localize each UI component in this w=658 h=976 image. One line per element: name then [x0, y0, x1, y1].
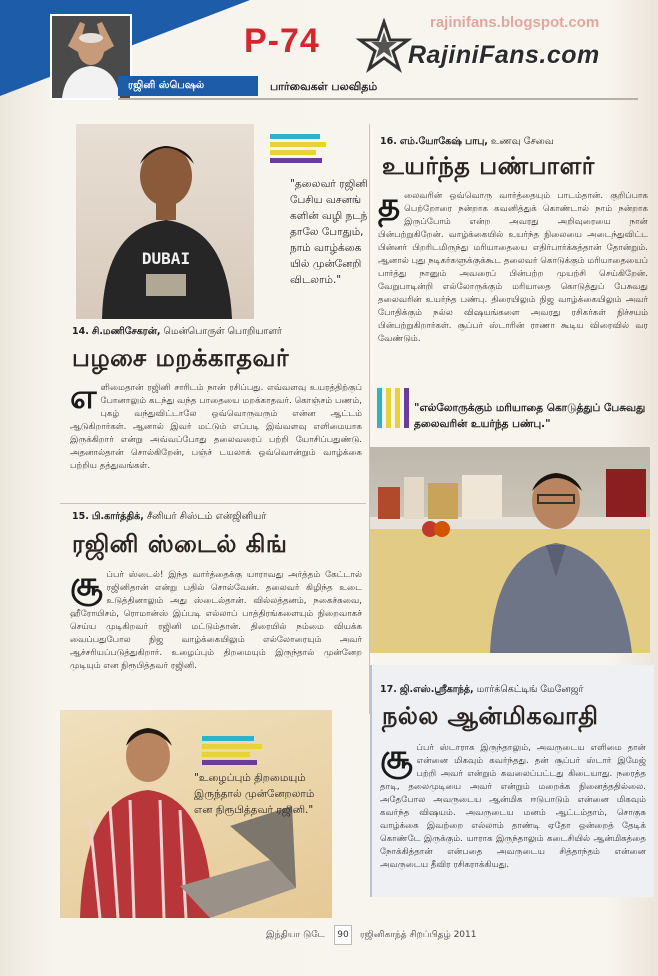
body-text: ப்பர் ஸ்டாராக இருந்தாலும், அவருடைய எளிமை தான் என்னை மிகவும் கவர்ந்தது. தன் சூப்பர் ஸ்டார் இமேஜ் பற்றி அவர் என்றும் கவலைப்பட்டது கிடையாது. நரைத்த தாடி, தலைமுடியை அவர் என்றும் மறைக்க நினைத்ததில்லை. அதேபோல அவருடைய ஆன்மிக ஈடுபாடும் என்னை மிகவும் கவர்ந்த விஷயம். அவருடைய மனம் ஆட்டம்தாம், சொகுசு வாழ்க்கை இவற்றை எல்லாம் தாண்டி ஏதோ ஒன்றைத் தேடிக் கொண்டே இருக்கும். யாராக இருந்தாலும் கடைசியில் ஆன்மிகத்தை நோக்கித்தான் என்பதை அவருடைய சித்தாந்தம் என்னை அவருடைய தீவிர ரசிகராக்கியது.: [380, 743, 646, 870]
dropcap: எ: [70, 377, 97, 417]
article-body-15: [70, 564, 362, 673]
byline-14: [72, 326, 282, 338]
article-heading-15: ரஜினி ஸ்டைல் கிங்: [72, 530, 288, 558]
byline-15: [72, 511, 266, 523]
byline-name: எம்.யோகேஷ் பாபு,: [399, 136, 488, 147]
byline-number: 15.: [72, 511, 89, 522]
byline-number: 17.: [380, 684, 397, 695]
footer-page-number: 90: [334, 925, 352, 945]
section-subtitle: பார்வைகள் பலவிதம்: [270, 80, 378, 93]
body-text: ளிமைதான் ரஜினி சாரிடம் நான் ரசிப்பது. எவ்வளவு உயரத்திற்குப் போனாலும் கடந்து வந்த பாதையை மறக்காதவர். கொஞ்சம் பணம், புகழ் வந்துவிட்டாலே ஒவ்வொருவரும் என்ன ஆட்டம் ஆடுகிறார்கள். ஆனால் இவர் மட்டும் எப்படி இவ்வளவு எளிமையாக இருக்கிறார் என்று அவ்வப்போது தலைவரைப் பற்றி யோசிப்பதுண்டு. அதனால்தான் சொல்கிறேன், பஞ்ச் டயலாக் ஒவ்வொன்றும் வாழ்க்கை பற்றிய தத்துவங்கள்.: [70, 383, 362, 471]
body-text: ப்பர் ஸ்டைல்! இந்த வார்த்தைக்கு யாராவது அர்த்தம் கேட்டால் ரஜினிதான் என்று பதில் சொல்வேன். தலைவர் கிழிந்த உடை உடுத்தினாலும் அது ஸ்டைல்தான். வில்லத்தனம், நகைச்சுவை, ஹீரோயிசம், ரொமான்ஸ் இப்படி எல்லாப் பாத்திரங்களையும் நிறைவாகச் செய்ய முடிகிறவர் ரஜினி மட்டும்தான். திரையில் நம்மை வியக்க வைப்பதுபோல நிஜ வாழ்க்கையிலும் எல்லோரையும் அவர் ஆச்சரியப்படுத்துகிறார். உழைப்பும் திறமையும் இருந்தால் முன்னேற முடியும் என நிரூபித்தவர் ரஜினி.: [70, 570, 362, 671]
byline-17: [380, 684, 584, 696]
byline-role: மார்க்கெட்டிங் மேனேஜர்: [476, 684, 584, 695]
article-heading-16: உயர்ந்த பண்பாளர்: [382, 152, 595, 180]
photo-yogesh: [370, 447, 650, 653]
byline-16: [380, 136, 554, 148]
site-watermark: rajinifans.blogspot.com: [430, 14, 600, 31]
footer-magazine-name: இந்தியா டுடே: [266, 930, 325, 940]
pull-quote-16: "எல்லோருக்கும் மரியாதை கொடுத்துப் பேசுவது தலைவரின் உயர்ந்த பண்பு.": [414, 402, 646, 430]
byline-number: 16.: [380, 136, 397, 147]
header-rule: [118, 98, 638, 100]
star-logo-icon: [356, 18, 412, 74]
accent-stripes: [270, 134, 326, 166]
dropcap: சூ: [380, 737, 413, 777]
body-text: லைவரின் ஒவ்வொரு வார்த்தையும் பாடம்தான். குறிப்பாக பெற்றோரை நன்றாக கவனித்துக் கொண்டால் நாம் நன்றாக இருப்போம் என்ற அவரது அறிவுரையை நான் பின்பற்றுகிறேன். வாழ்க்கையில் உயர்ந்த நிலையை அடைந்துவிட்ட பின்னர் பிறரிடமிருந்து மரியாதையை எதிர்பார்க்கத்தான் தோன்றும். ஆனால் புது நடிகர்களுக்குக்கூட தலைவர் கொடுக்கும் மரியாதையைப் பார்த்து நானும் அவரைப் பின்பற்ற முயற்சி செய்கிறேன். வேறுபாடின்றி எல்லோருக்கும் மரியாதை கொடுத்துப் பேசுவது தலைவரின் உயர்ந்த பண்பு. திரையிலும் நிஜ வாழ்க்கையிலும் அவர் போதிக்கும் நல்ல விஷயங்களை அவரது ரசிகர்கள் நிச்சயம் பின்பற்றுகிறார்கள். சூப்பர் ஸ்டாரின் ராணா கூடிய விரைவில் வர வேண்டும்.: [378, 191, 648, 344]
byline-role: மென்பொருள் பொறியாளர்: [163, 326, 282, 337]
byline-role: உணவு சேவை: [490, 136, 554, 147]
byline-name: சி.மணிசேகரன்,: [91, 326, 161, 337]
article-heading-14: பழசை மறக்காதவர்: [72, 344, 290, 372]
byline-role: சீனியர் சிஸ்டம் என்ஜினியர்: [146, 511, 267, 522]
byline-number: 14.: [72, 326, 89, 337]
dropcap: த: [378, 185, 401, 225]
accent-stripes-vertical: [377, 388, 409, 431]
byline-name: பி.கார்த்திக்,: [91, 511, 144, 522]
site-logo-text: RajiniFans.com: [408, 40, 600, 69]
pull-quote-15: "உழைப்பும் திறமையும் இருந்தால் முன்னேறலாம் என நிரூபித்தவர் ரஜினி.": [194, 772, 315, 816]
article-body-17: [380, 737, 646, 872]
article-body-16: [378, 185, 648, 346]
pull-quote-14: "தலைவர் ரஜினி பேசிய வசனங் களின் வழி நடந் தாலே போதும், நாம் வாழ்க்கை யில் முன்னேறி விடலாம்.": [290, 178, 368, 286]
page-code: P-74: [244, 22, 320, 60]
article-heading-17: நல்ல ஆன்மிகவாதி: [382, 702, 599, 730]
site-logo: [356, 18, 600, 74]
section-separator: [60, 503, 366, 504]
byline-name: ஜி.எஸ்.ஸ்ரீகாந்த்,: [399, 684, 474, 695]
dropcap: சூ: [70, 564, 103, 604]
section-tag: ரஜினி ஸ்பெஷல்: [118, 76, 258, 96]
photo-manisekaran: [76, 124, 254, 319]
article-body-14: [70, 377, 362, 473]
shirt-text: DUBAI: [141, 249, 191, 268]
footer-issue-title: ரஜினிகாந்த் சிறப்பிதழ் 2011: [360, 930, 477, 940]
accent-stripes: [202, 736, 262, 768]
